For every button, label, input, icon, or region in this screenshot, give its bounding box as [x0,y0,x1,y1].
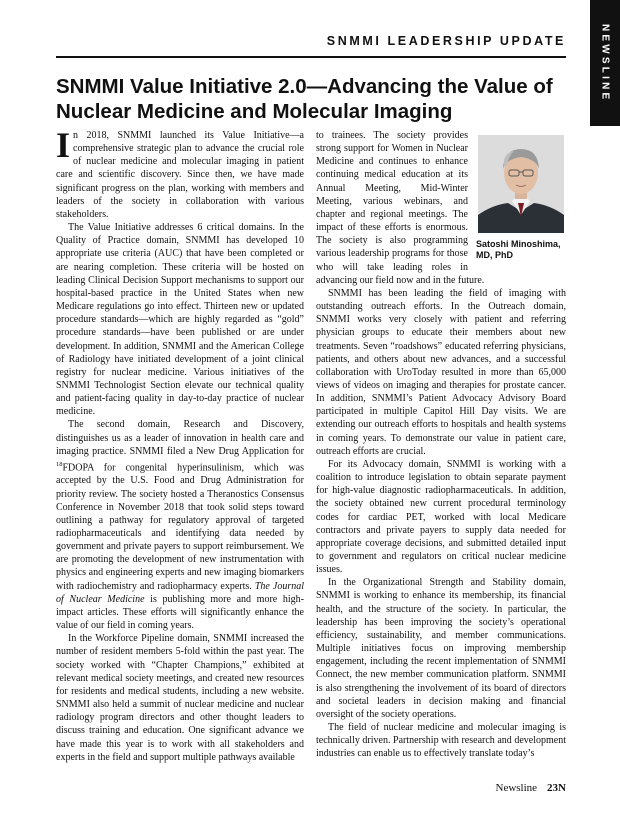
paragraph-1 [56,125,304,221]
section-header: SNMMI LEADERSHIP UPDATE [326,34,566,48]
paragraph-9: The field of nuclear medicine and molecular imaging is technically driven. Partnership with research and development industries can enable us to effectively translate today’s [316,722,566,760]
paragraph-3-text-a: The second domain, Research and Discovery, distinguishes us as a leader of innovation in health care and imaging practice. SNMMI filed a New Drug Application for [56,419,304,457]
portrait-graphic [478,135,564,233]
page-number: 23N [547,782,566,794]
article-title: SNMMI Value Initiative 2.0—Advancing the Value of Nuclear Medicine and Molecular Imaging [56,75,553,123]
paragraph-1-text: n 2018, SNMMI launched its Value Initiative—a comprehensive strategic plan to advance the crucial role of nuclear medicine and molecular imaging in patient care and scientific discovery. Since then, we have made significant progress on the plan, working with members and leaders of the society in collaboration with various stakeholders. [56,130,304,220]
paragraph-8: In the Organizational Strength and Stability domain, SNMMI is working to enhance its membership, its financial health, and the structure of the society. In particular, the leadership has been improving the society’s operational efficiency, sustainability, and member communications. Multiple initiatives focus on improving membership engagement, including the recent implementation of SNMMI Connect, the new member communication platform. SNMMI is also strengthening the involvement of its board of directors and societal leaders in decision making and financial oversight of the society operations. [316,577,566,720]
author-photo [478,135,564,233]
paragraph-3 [56,418,304,632]
paragraph-6: SNMMI has been leading the field of imaging with outstanding outreach efforts. In the Outreach domain, SNMMI works very closely with patient and referring physician groups to educate their members about new treatments. Seven “roadshows” educated referring physicians, patients, and others about new advances, and a successful collaboration with UroToday resulted in more than 65,000 views of videos on imaging and therapies for prostate cancer. In addition, SNMMI’s Patient Advocacy Advisory Board participated in multiple Capitol Hill Day visits. We are extending our outreach efforts to hospitals and health systems in coming years. To demonstrate our value in patient care, outreach efforts are crucial. [316,287,566,457]
side-tab-label: NEWSLINE [599,23,611,103]
drop-cap: I [56,125,71,165]
footer-section: Newsline [495,782,538,794]
paragraph-2: The Value Initiative addresses 6 critical domains. In the Quality of Practice domain, SNMMI has developed 10 appropriate use criteria (AUC) that have been completed or are nearing completion. These criteria will be hosted on leading Clinical Decision Support mechanisms to support our hospital-based practice in the United States when new Medicare regulations go into effect. Thirteen new or updated procedure standards—which are highly regarded as “gold” procedure standards—have been published or are under development. In addition, SNMMI and the American College of Radiology have initiated development of a joint clinical registry for nuclear medicine. Various initiatives of the SNMMI Technologist Section elevate our technical quality and patient-facing quality in day-to-day practice of nuclear medicine. [56,222,304,418]
paragraph-3-text-c: is publishing more and more high-impact articles. These efforts will significantly enhance the value of our field in coming years. [56,593,304,632]
photo-caption: Satoshi Minoshima, MD, PhD [476,239,561,260]
left-column [56,125,305,764]
paragraph-4: In the Workforce Pipeline domain, SNMMI increased the number of resident members 5-fold within the past year. The society worked with “Chapter Champions,” exhibited at relevant medical society meetings, and created new resources for residents and medical students, including a new website. SNMMI also held a summit of nuclear medicine and nuclear radiology program directors and other thought leaders to discuss training and education. One significant advance we have made this year is to work with all stakeholders and experts in the field and support multiple pathways available [56,633,304,763]
side-tab [590,0,620,126]
journal-name: The Journal of Nuclear Medicine [56,580,305,605]
header-rule [56,56,566,58]
paragraph-3-text-b: FDOPA for congenital hyperinsulinism, which was accepted by the U.S. Food and Drug Administration for priority review. The society hosted a Theranostics Consensus Conference in November 2018 that took solid steps toward outlining a pathway for regulatory approval of targeted radiopharmaceuticals and identifying data needed by government and private payers to support reimbursement. We are promoting the development of new instrumentation with physics and engineering experts and new imaging biomarkers with radiochemistry and radiopharmacy experts. [56,462,304,592]
isotope-superscript: 18 [56,460,63,468]
page-footer [400,782,566,794]
paragraph-7: For its Advocacy domain, SNMMI is working with a coalition to introduce legislation to obtain separate payment for high-value diagnostic radiopharmaceuticals. In addition, the society obtained new current procedural terminology codes for cardiac PET, worked with local Medicare contractors and private payers to supply data needed for appropriate coverage decisions, and submitted detailed input to government and regulators on critical nuclear medicine issues. [316,458,566,576]
right-column [316,129,566,761]
author-photo-box [476,129,566,271]
paragraph-5: to trainees. The society provides strong support for Women in Nuclear Medicine and continues to enhance continuing medical education at its Annual Meeting, Mid-Winter Meeting, various webinars, and chapter and regional meetings. The impact of these efforts is enormous. The society is also programming various leadership programs for those who will take leading roles in advancing our field now and in the future. [316,130,485,286]
